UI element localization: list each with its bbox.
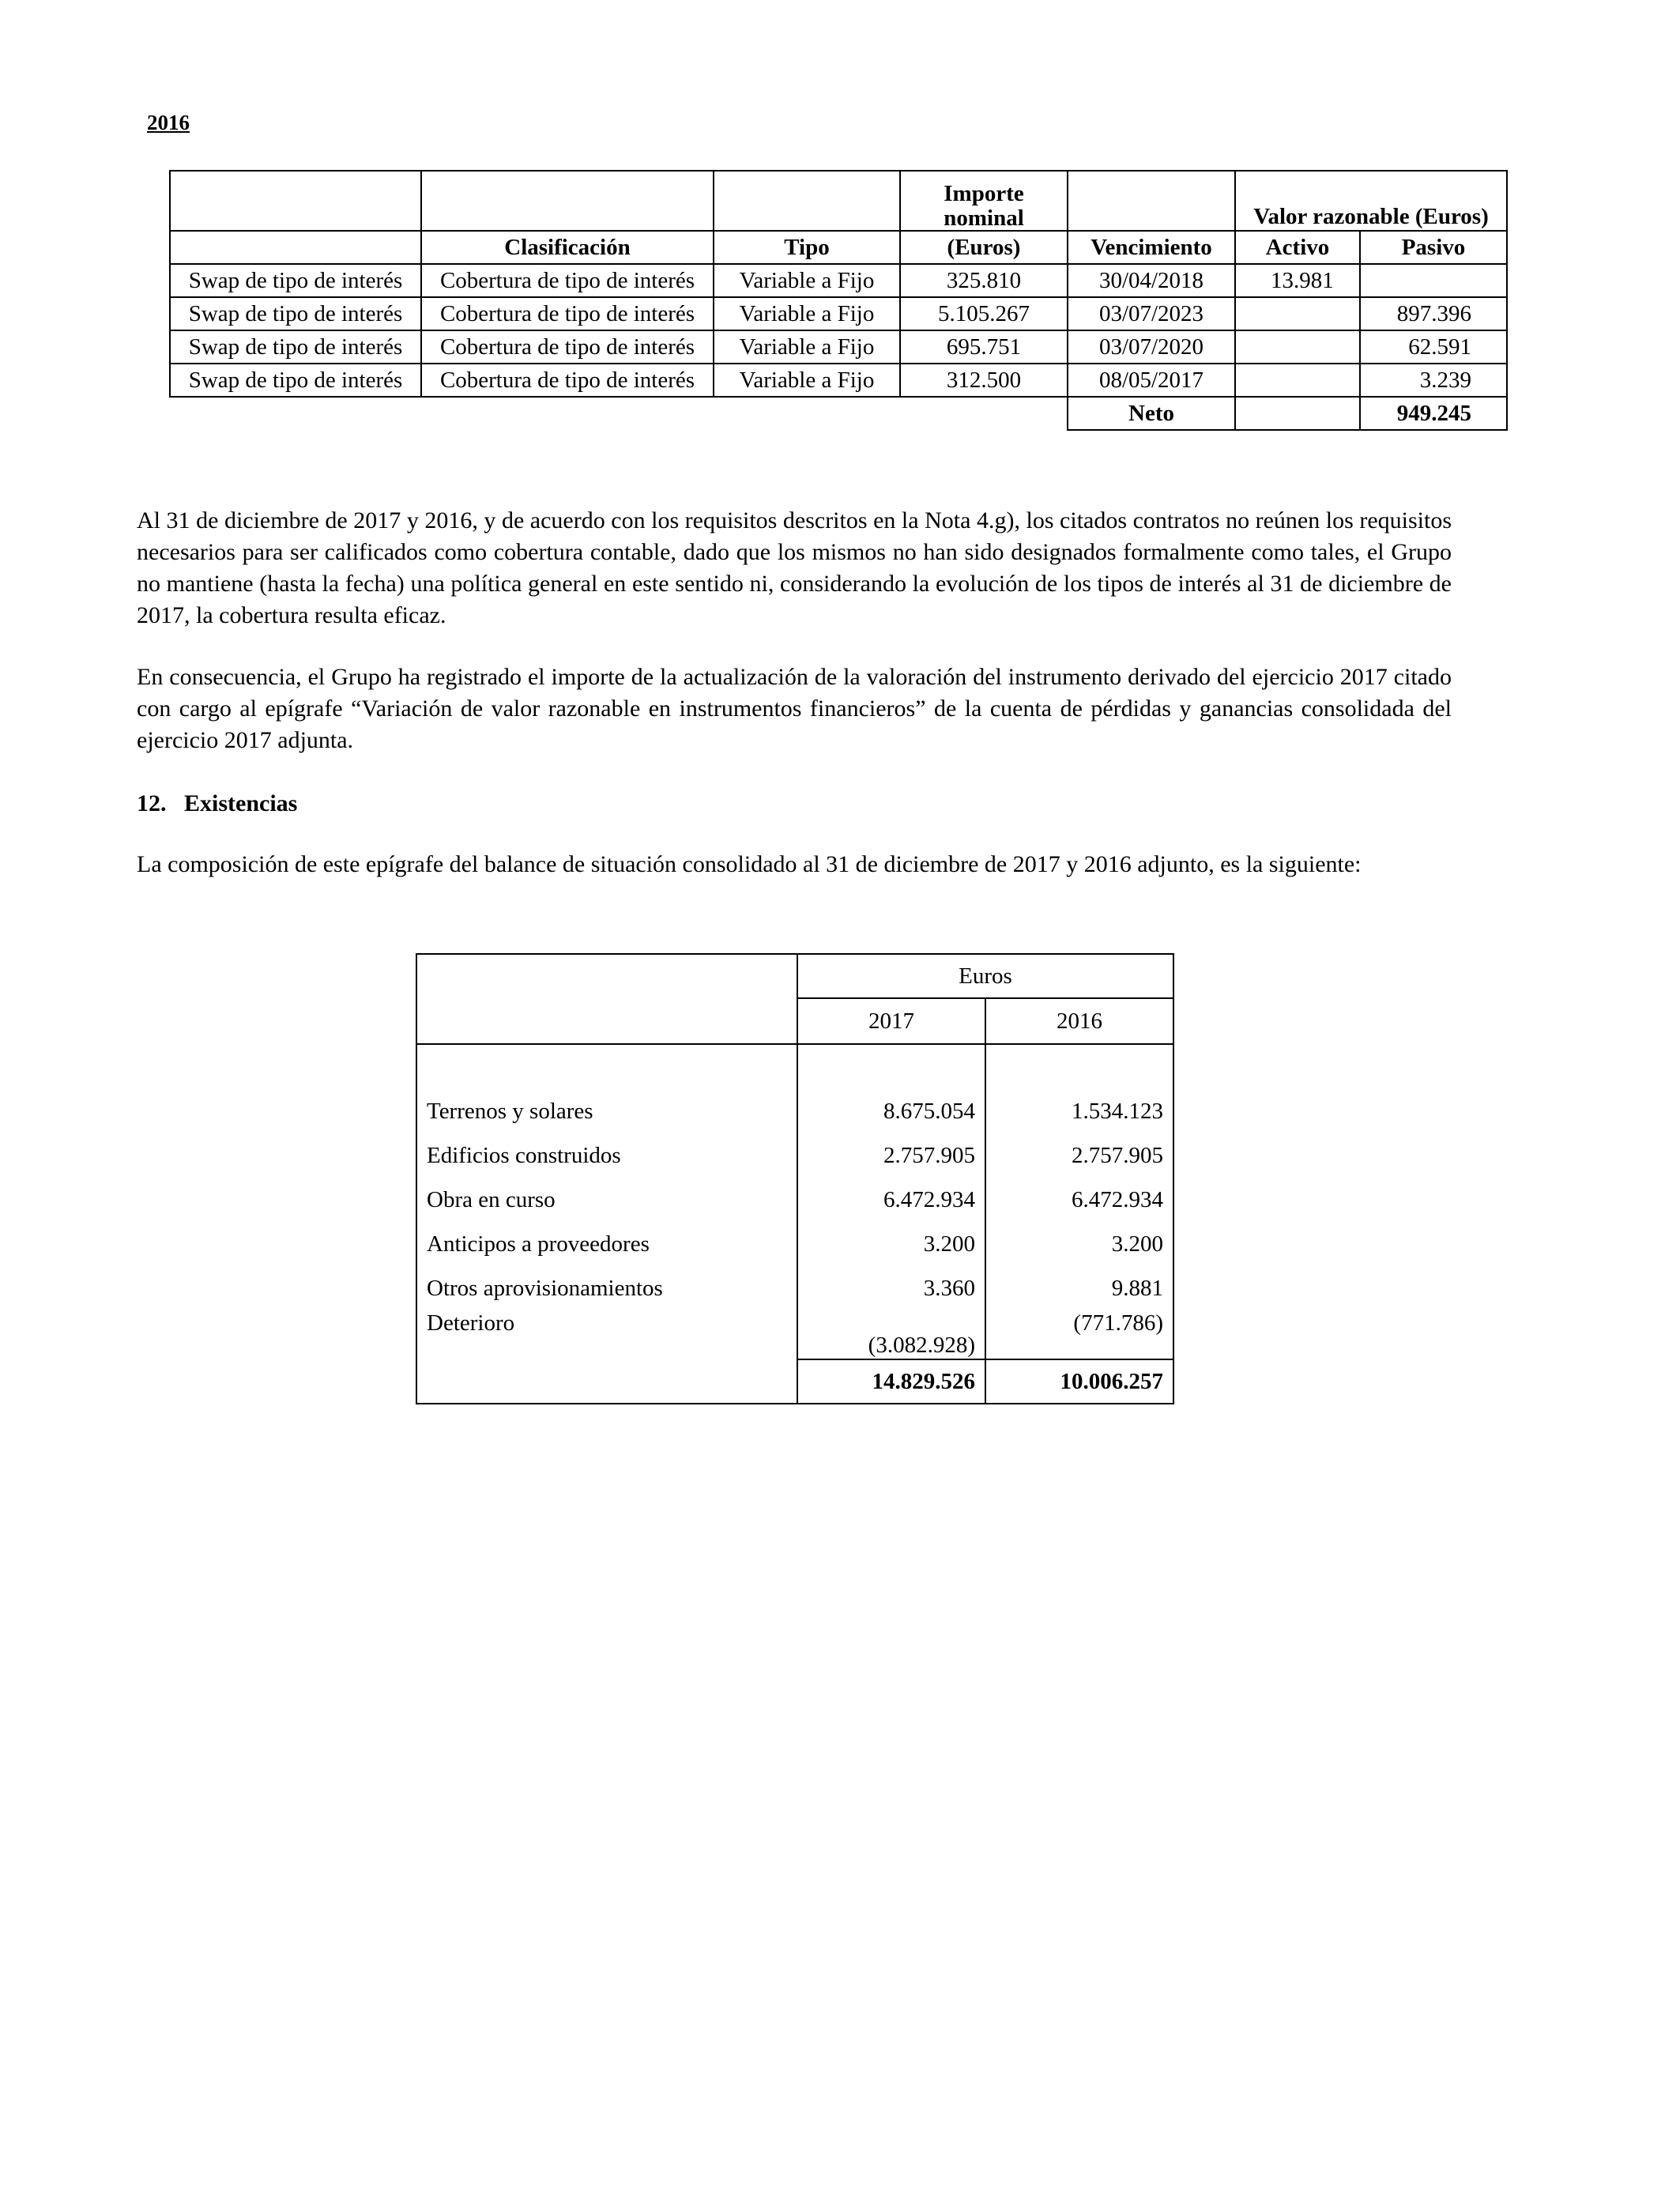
neto-pasivo: 949.245	[1360, 397, 1507, 430]
total-2017: 14.829.526	[797, 1359, 985, 1404]
header-clasificacion: Clasificación	[421, 231, 714, 264]
table-row: Swap de tipo de interés Cobertura de tipo de interés Variable a Fijo 695.751 03/07/2020 62.591	[170, 330, 1507, 364]
header-importe-unit: (Euros)	[900, 231, 1068, 264]
table-row: Anticipos a proveedores 3.200 3.200	[416, 1222, 1173, 1266]
header-year-2016: 2016	[985, 998, 1173, 1044]
total-row	[416, 1359, 1173, 1404]
total-2016: 10.006.257	[985, 1359, 1173, 1404]
neto-row	[170, 397, 1507, 430]
section-year-heading: 2016	[147, 111, 190, 134]
section-title: 12. Existencias	[137, 790, 298, 816]
header-currency: Euros	[797, 954, 1173, 998]
swaps-table	[169, 170, 1508, 431]
header-importe: Importe nominal	[900, 171, 1068, 231]
existencias-table	[416, 953, 1174, 1404]
existencias-header-currency	[416, 954, 1173, 998]
neto-activo	[1235, 397, 1360, 430]
table-row: Terrenos y solares 8.675.054 1.534.123	[416, 1089, 1173, 1133]
table-row: Edificios construidos 2.757.905 2.757.905	[416, 1133, 1173, 1178]
table-row: Deterioro (3.082.928) (771.786)	[416, 1310, 1173, 1359]
paragraph-existencias-intro: La composición de este epígrafe del balance de situación consolidado al 31 de diciembre de 2017 y 2016 adjunto, es la siguiente:	[137, 851, 1362, 877]
table-row: Swap de tipo de interés Cobertura de tipo de interés Variable a Fijo 312.500 08/05/2017 3.239	[170, 364, 1507, 397]
header-vencimiento: Vencimiento	[1068, 231, 1235, 264]
spacer-row	[416, 1044, 1173, 1089]
header-pasivo: Pasivo	[1360, 231, 1507, 264]
header-activo: Activo	[1235, 231, 1360, 264]
header-valor-razonable: Valor razonable (Euros)	[1235, 171, 1507, 231]
table-row: Otros aprovisionamientos 3.360 9.881	[416, 1266, 1173, 1310]
swaps-header-row-2	[170, 231, 1507, 264]
paragraph-hedge-accounting: Al 31 de diciembre de 2017 y 2016, y de acuerdo con los requisitos descritos en la Nota 4.g), los citados contratos no reúnen los requisitos necesarios para ser calificados como cobertura contable, dado que los mismos no han sido designados formalmente como tales, el Grupo no mantiene (hasta la fecha) una política general en este sentido ni, considerando la evolución de los tipos de interés al 31 de diciembre de 2017, la cobertura resulta eficaz.	[137, 507, 1452, 628]
header-year-2017: 2017	[797, 998, 985, 1044]
table-row: Obra en curso 6.472.934 6.472.934	[416, 1178, 1173, 1222]
table-row: Swap de tipo de interés Cobertura de tipo de interés Variable a Fijo 325.810 30/04/2018 13.981	[170, 264, 1507, 297]
paragraph-fair-value: En consecuencia, el Grupo ha registrado el importe de la actualización de la valoración del instrumento derivado del ejercicio 2017 citado con cargo al epígrafe “Variación de valor razonable en instrumentos financieros” de la cuenta de pérdidas y ganancias consolidada del ejercicio 2017 adjunta.	[137, 664, 1452, 753]
table-row: Swap de tipo de interés Cobertura de tipo de interés Variable a Fijo 5.105.267 03/07/2023 897.396	[170, 297, 1507, 330]
neto-label: Neto	[1068, 397, 1235, 430]
swaps-header-row-1	[170, 171, 1507, 231]
header-tipo: Tipo	[714, 231, 900, 264]
